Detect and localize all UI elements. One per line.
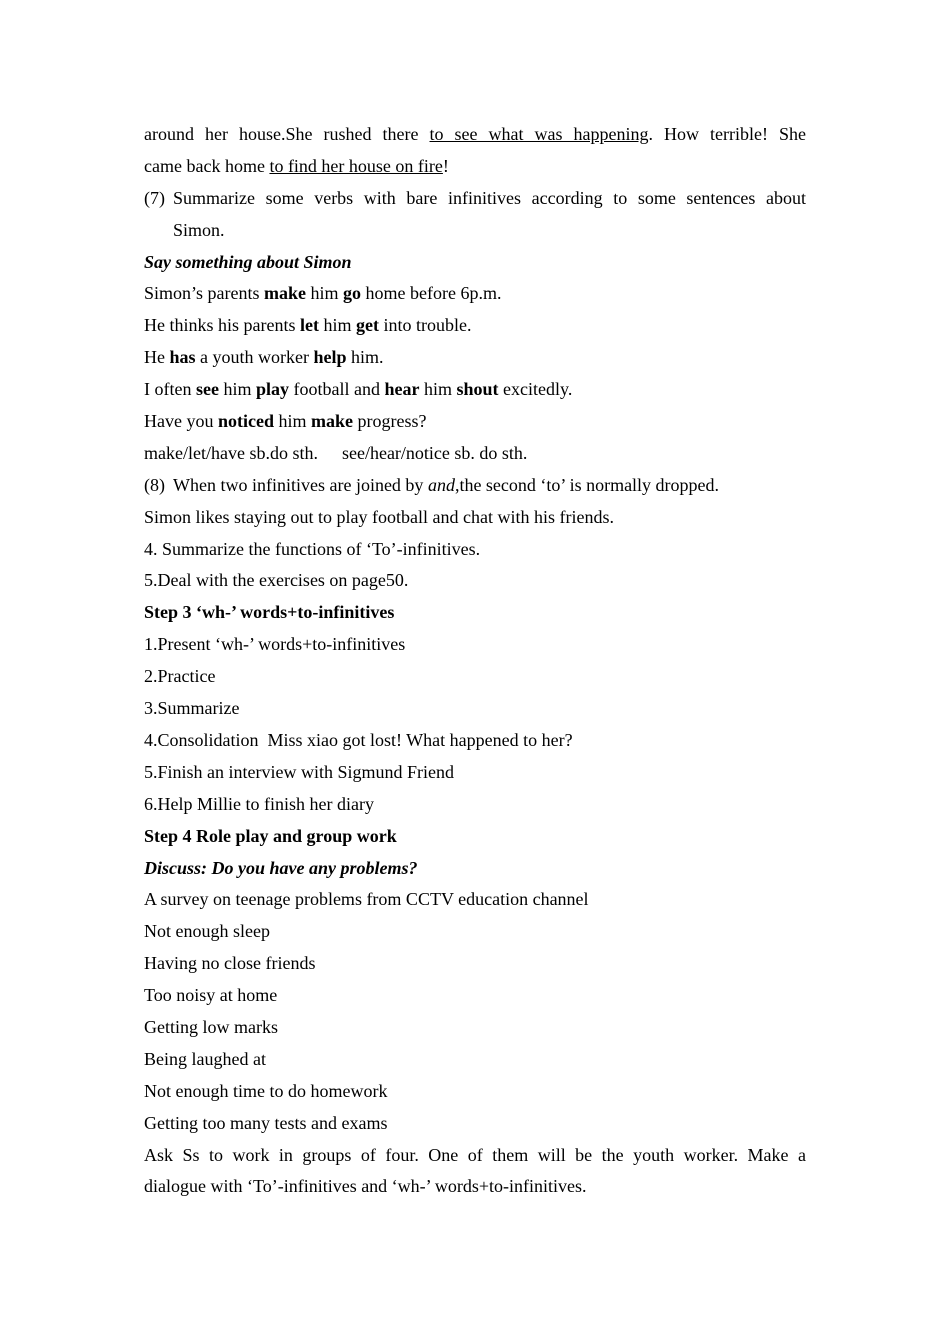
item-7: (7) Summarize some verbs with bare infinitives according to some sentences about xyxy=(144,187,806,208)
task-line-1: Ask Ss to work in groups of four. One of them will be the youth worker. Make a xyxy=(144,1144,806,1165)
simon-sentence-5: Have you noticed him make progress? xyxy=(144,411,427,432)
step-3-item: 6.Help Millie to finish her diary xyxy=(144,793,374,814)
step-3-item: 4.Consolidation Miss xiao got lost! What happened to her? xyxy=(144,729,573,750)
text-line: 5.Deal with the exercises on page50. xyxy=(144,570,409,591)
step-3-item: 1.Present ‘wh-’ words+to-infinitives xyxy=(144,634,406,655)
problem-item: Too noisy at home xyxy=(144,985,278,1006)
step-3-item: 5.Finish an interview with Sigmund Friend xyxy=(144,761,454,782)
problem-item: Being laughed at xyxy=(144,1048,266,1069)
underlined-phrase: to see what was happening xyxy=(429,124,649,144)
problem-item: Not enough sleep xyxy=(144,921,270,942)
underlined-phrase: to find her house on fire xyxy=(269,155,443,176)
rule-line: make/let/have sb.do sth. see/hear/notice sb. do sth. xyxy=(144,442,528,463)
task-line-2: dialogue with ‘To’-infinitives and ‘wh-’ words+to-infinitives. xyxy=(144,1176,587,1197)
document-page xyxy=(144,119,806,1203)
problem-item: Not enough time to do homework xyxy=(144,1080,388,1101)
problem-item: Having no close friends xyxy=(144,953,316,974)
text-line: Simon likes staying out to play football and chat with his friends. xyxy=(144,506,614,527)
simon-sentence-2: He thinks his parents let him get into trouble. xyxy=(144,315,472,336)
step-3-item: 2.Practice xyxy=(144,666,216,687)
step-3-heading: Step 3 ‘wh-’ words+to-infinitives xyxy=(144,602,395,623)
text-line: 4. Summarize the functions of ‘To’-infinitives. xyxy=(144,538,481,559)
story-line-2: came back home to find her house on fire! xyxy=(144,155,449,176)
simon-sentence-1: Simon’s parents make him go home before 6p.m. xyxy=(144,283,502,304)
story-line-1: around her house.She rushed there to see what was happening. How terrible! She xyxy=(144,124,806,144)
item-8: (8) When two infinitives are joined by and,the second ‘to’ is normally dropped. xyxy=(144,474,720,495)
simon-sentence-4: I often see him play football and hear him shout excitedly. xyxy=(144,379,573,400)
discuss-heading: Discuss: Do you have any problems? xyxy=(144,857,418,878)
problem-item: Getting too many tests and exams xyxy=(144,1112,388,1133)
survey-title: A survey on teenage problems from CCTV education channel xyxy=(144,889,589,910)
step-4-heading: Step 4 Role play and group work xyxy=(144,825,397,846)
problem-item: Getting low marks xyxy=(144,1016,278,1037)
item-7-cont: Simon. xyxy=(173,219,225,240)
simon-heading: Say something about Simon xyxy=(144,251,352,272)
step-3-item: 3.Summarize xyxy=(144,698,240,719)
simon-sentence-3: He has a youth worker help him. xyxy=(144,347,384,368)
